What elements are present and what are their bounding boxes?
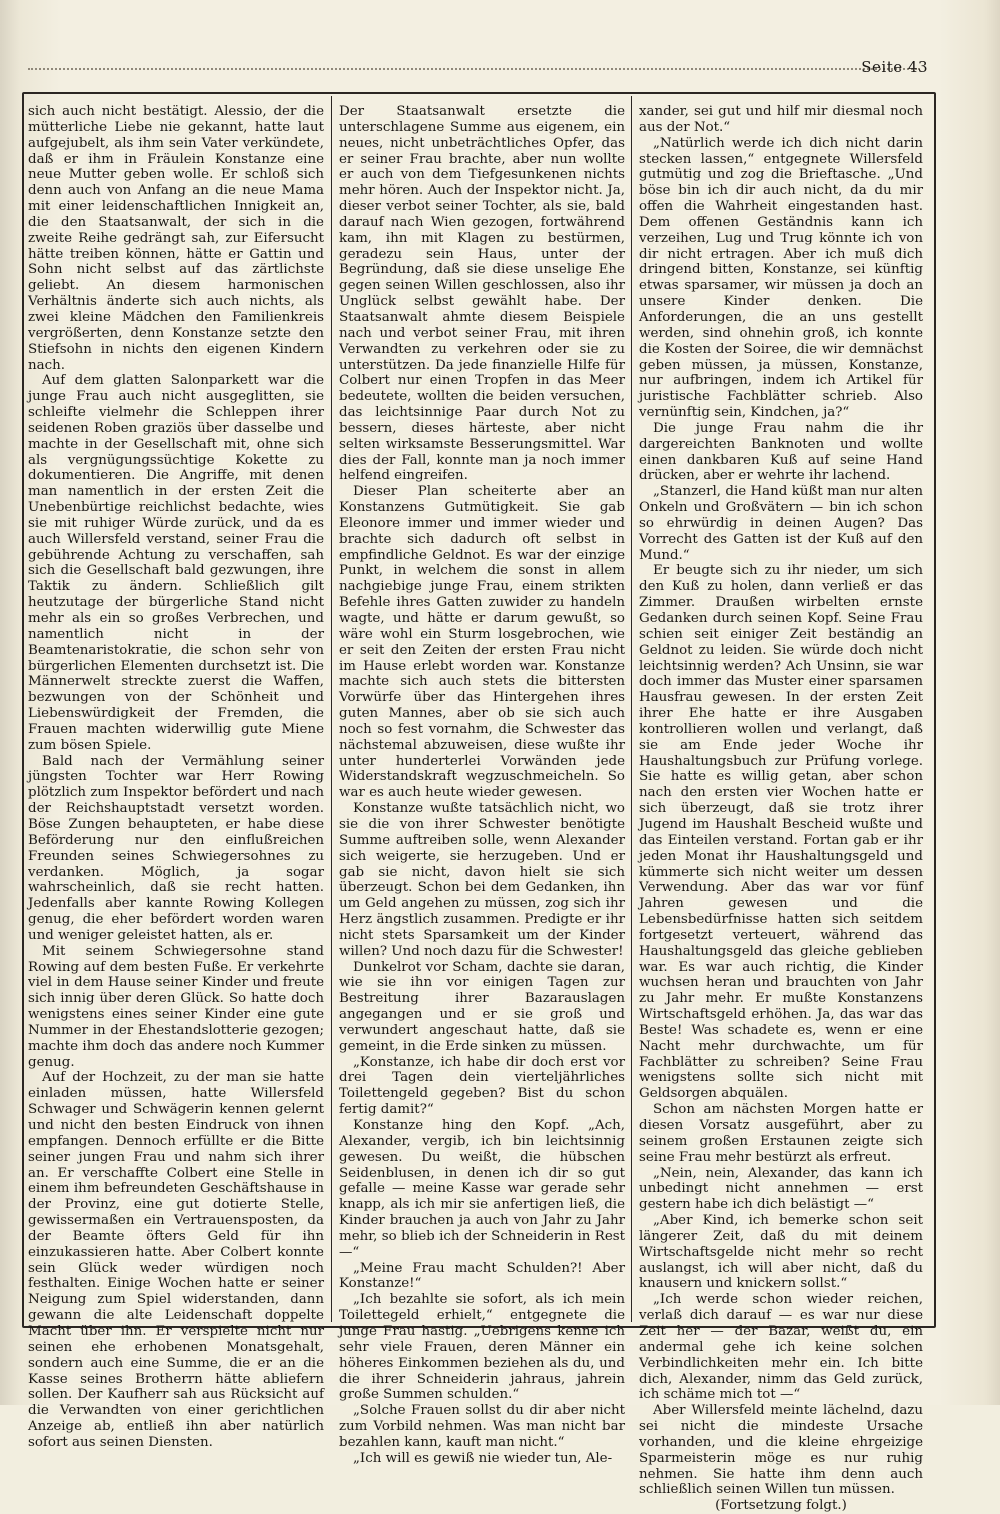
- paragraph: Auf dem glatten Salonparkett war die junge Frau auch nicht ausgeglitten, sie schleifte vielmehr die Schleppen ihrer seidenen Roben graziös über dasselbe und machte in der Gesellschaft mit, ohne sich als vergnügungssüchtige Kokette zu dokumentieren. Die Angriffe, mit denen man namentlich in der ersten Zeit die Unebenbürtige reichlichst bedachte, wies sie mit ruhiger Würde zurück, und da es auch Willersfeld verstand, seiner Frau die gebührende Achtung zu verschaffen, sah sich die Gesellschaft bald gezwungen, ihre Taktik zu ändern. Schließlich gilt heutzutage der bürgerliche Stand nicht mehr als ein so großes Verbrechen, und namentlich nicht in der Beamtenaristokratie, die schon sehr von bürgerlichen Elementen durchsetzt ist. Die Männerwelt streckte zuerst die Waffen, bezwungen von der Schönheit und Liebenswürdigkeit der Fremden, die Frauen machten widerwillig gute Miene zum bösen Spiele.: [28, 373, 324, 753]
- paragraph: „Ich will es gewiß nie wieder tun, Ale-: [353, 1450, 613, 1466]
- paragraph: Auf der Hochzeit, zu der man sie hatte einladen müssen, hatte Willersfeld Schwager und Schwägerin kennen gelernt und nicht den besten Eindruck von ihnen empfangen. Dennoch erfüllte er die Bitte seiner jungen Frau und nahm sich ihrer an. Er verschaffte Colbert eine Stelle in einem ihm befreundeten Geschäftshause in der Provinz, eine gut dotierte Stelle, gewissermaßen ein Vertrauensposten, da der Beamte öfters Geld für ihn einzukassieren hatte. Aber Colbert konnte sein Glück weder würdigen noch festhalten. Einige Wochen hatte er seiner Neigung zum Spiel widerstanden, dann gewann die alte Leidenschaft doppelte Macht über ihn. Er verspielte nicht nur seinen ehe erhobenen Monatsgehalt, sondern auch eine Summe, die er an die Kasse seines Brotherrn hätte abliefern sollen. Der Kaufherr sah aus Rücksicht auf die Verwandten von einer gerichtlichen Anzeige ab, entließ ihn aber natürlich sofort aus seinen Diensten.: [28, 1070, 324, 1450]
- paragraph: xander, sei gut und hilf mir diesmal noch aus der Not.“: [639, 104, 923, 135]
- paragraph: Dunkelrot vor Scham, dachte sie daran, wie sie ihn vor einigen Tagen zur Bestreitung ihrer Bazarauslagen angegangen und er sie groß und verwundert angeschaut hatte, daß sie gemeint, in die Erde sinken zu müssen.: [339, 959, 625, 1054]
- paragraph: Er beugte sich zu ihr nieder, um sich den Kuß zu holen, dann verließ er das Zimmer. Draußen wirbelten ernste Gedanken durch seinen Kopf. Seine Frau schien seit einiger Zeit beständig an Geldnot zu leiden. Sie würde doch nicht leichtsinnig werden? Ach Unsinn, sie war doch immer das Muster einer sparsamen Hausfrau gewesen. In der ersten Zeit ihrer Ehe hatte er ihre Ausgaben kontrollieren wollen und verlangt, daß sie am Ende jeder Woche ihr Haushaltungsbuch zur Prüfung vorlege. Sie hatte es willig getan, aber schon nach den ersten vier Wochen hatte er sich überzeugt, daß sie trotz ihrer Jugend im Haushalt Bescheid wußte und das Einteilen verstand. Fortan gab er ihr jeden Monat ihr Haushaltungsgeld und kümmerte sich nicht weiter um dessen Verwendung. Aber das war vor fünf Jahren gewesen und die Lebensbedürfnisse hatten sich seitdem fortgesetzt verteuert, während das Haushaltungsgeld das gleiche geblieben war. Es war auch richtig, die Kinder wuchsen heran und brauchten von Jahr zu Jahr mehr. Er mußte Konstanzens Wirtschaftsgeld erhöhen. Ja, das war das Beste! Was schadete es, wenn er eine Nacht mehr durchwachte, um für Fachblätter zu schreiben? Seine Frau wenigstens sollte sich nicht mit Geldsorgen abquälen.: [639, 563, 923, 1102]
- paragraph: Mit seinem Schwiegersohne stand Rowing auf dem besten Fuße. Er verkehrte viel in dem Hause seiner Kinder und freute sich innig über deren Glück. So hatte doch wenigstens eines seiner Kinder eine gute Nummer in der Ehestandslotterie gezogen; machte ihm doch das andere noch Kummer genug.: [28, 943, 324, 1070]
- paragraph: Dieser Plan scheiterte aber an Konstanzens Gutmütigkeit. Sie gab Eleonore immer und immer wieder und brachte sich dadurch oft selbst in empfindliche Geldnot. Es war der einzige Punkt, in welchem die sonst in allem nachgiebige junge Frau, einem strikten Befehle ihres Gatten zuwider zu handeln wagte, und hätte er darum gewußt, so wäre wohl ein Sturm losgebrochen, wie er seit den Zeiten der ersten Frau nicht im Hause erlebt worden war. Konstanze machte sich auch stets die bittersten Vorwürfe über das Hintergehen ihres guten Mannes, aber ob sie sich auch noch so fest vornahm, die Schwester das nächstemal abzuweisen, diese wußte ihr unter hunderterlei Vorwänden jede Widerstandskraft wegzuschmeicheln. So war es auch heute wieder gewesen.: [339, 484, 625, 801]
- text-column-3: [639, 104, 923, 1514]
- paragraph: Der Staatsanwalt ersetzte die unterschlagene Summe aus eigenem, ein neues, nicht unbeträchtliches Opfer, das er seiner Frau brachte, aber nun wollte er auch von dem Tiefgesunkenen nichts mehr hören. Auch der Inspektor nicht. Ja, dieser verbot seiner Tochter, als sie, bald darauf nach Wien gezogen, fortwährend kam, ihn mit Klagen zu bestürmen, geradezu sein Haus, unter der Begründung, daß sie diese unselige Ehe gegen seinen Willen geschlossen, also ihr Unglück selbst gewählt habe. Der Staatsanwalt ahmte diesem Beispiele nach und verbot seiner Frau, mit ihren Verwandten zu verkehren oder sie zu unterstützen. Da jede finanzielle Hilfe für Colbert nur einen Tropfen in das Meer bedeutete, wollten die beiden versuchen, das leichtsinnige Paar durch Not zu bessern, dieses härteste, aber nicht selten wirksamste Besserungsmittel. War dies der Fall, konnte man ja noch immer helfend eingreifen.: [339, 104, 625, 484]
- paragraph: „Ich werde schon wieder reichen, verlaß dich darauf — es war nur diese Zeit her — der Bazar, weißt du, ein andermal gehe ich keine solchen Verbindlichkeiten mehr ein. Ich bitte dich, Alexander, nimm das Geld zurück, ich schäme mich tot —“: [639, 1292, 923, 1403]
- continuation-note: (Fortsetzung folgt.): [715, 1498, 847, 1514]
- paragraph: Konstanze hing den Kopf. „Ach, Alexander, vergib, ich bin leichtsinnig gewesen. Du weißt, die hübschen Seidenblusen, in denen ich dir so gut gefalle — meine Kasse war gerade sehr knapp, als ich mir sie anfertigen ließ, die Kinder brauchen ja auch von Jahr zu Jahr mehr, so blieb ich der Schneiderin in Rest —“: [339, 1118, 625, 1260]
- paragraph: „Ich bezahlte sie sofort, als ich mein Toilettegeld erhielt,“ entgegnete die junge Frau hastig. „Uebrigens kenne ich sehr viele Frauen, deren Männer ein höheres Einkommen beziehen als du, und die ihrer Schneiderin jahraus, jahrein große Summen schulden.“: [339, 1292, 625, 1403]
- text-column-2: [339, 104, 625, 1466]
- paragraph: Bald nach der Vermählung seiner jüngsten Tochter war Herr Rowing plötzlich zum Inspektor befördert und nach der Reichshauptstadt versetzt worden. Böse Zungen behaupteten, er habe diese Beförderung nur den einflußreichen Freunden seines Schwiegersohnes zu verdanken. Möglich, ja sogar wahrscheinlich, daß sie recht hatten. Jedenfalls aber kannte Rowing Kollegen genug, die eher befördert worden waren und weniger geleistet hatten, als er.: [28, 753, 324, 943]
- column-divider: [631, 96, 632, 1322]
- paragraph: „Konstanze, ich habe dir doch erst vor drei Tagen dein vierteljährliches Toilettengeld gegeben? Bist du schon fertig damit?“: [339, 1054, 625, 1118]
- paragraph: „Aber Kind, ich bemerke schon seit längerer Zeit, daß du mit deinem Wirtschaftsgelde nicht mehr so recht auslangst, ich will aber nicht, daß du knausern und knickern sollst.“: [639, 1213, 923, 1292]
- paragraph: Die junge Frau nahm die ihr dargereichten Banknoten und wollte einen dankbaren Kuß auf seine Hand drücken, aber er wehrte ihr lachend.: [639, 420, 923, 484]
- paragraph: Konstanze wußte tatsächlich nicht, wo sie die von ihrer Schwester benötigte Summe auftreiben solle, wenn Alexander sich weigerte, sie herzugeben. Und er gab sie nicht, davon hielt sie sich überzeugt. Schon bei dem Gedanken, ihn um Geld angehen zu müssen, zog sich ihr Herz ängstlich zusammen. Predigte er ihr nicht stets Sparsamkeit um der Kinder willen? Und noch dazu für die Schwester!: [339, 801, 625, 959]
- text-column-1: [28, 104, 324, 1450]
- paragraph: „Meine Frau macht Schulden?! Aber Konstanze!“: [339, 1260, 625, 1292]
- paragraph: sich auch nicht bestätigt. Alessio, der die mütterliche Liebe nie gekannt, hatte laut aufgejubelt, als ihm sein Vater verkündete, daß er ihm in Fräulein Konstanze eine neue Mutter geben wolle. Er schloß sich denn auch von Anfang an die neue Mama mit einer leidenschaftlichen Innigkeit an, die den Staatsanwalt, der sich in die zweite Reihe gedrängt sah, zur Eifersucht hätte treiben können, hätte er Gattin und Sohn nicht selbst auf das zärtlichste geliebt. An diesem harmonischen Verhältnis änderte sich auch nichts, als zwei kleine Mädchen den Familienkreis vergrößerten, denn Konstanze setzte den Stiefsohn in nichts den eigenen Kindern nach.: [28, 104, 324, 373]
- paragraph: „Solche Frauen sollst du dir aber nicht zum Vorbild nehmen. Was man nicht bar bezahlen kann, kauft man nicht.“: [339, 1403, 625, 1450]
- paragraph: „Nein, nein, Alexander, das kann ich unbedingt nicht annehmen — erst gestern habe ich dich belästigt —“: [639, 1165, 923, 1213]
- page-number: Seite 43: [861, 58, 928, 76]
- column-divider: [331, 96, 332, 1322]
- paragraph: Schon am nächsten Morgen hatte er diesen Vorsatz ausgeführt, aber zu seinem großen Erstaunen zeigte sich seine Frau mehr bestürzt als erfreut.: [639, 1102, 923, 1165]
- header-rule: [28, 68, 920, 76]
- paragraph: „Stanzerl, die Hand küßt man nur alten Onkeln und Großvätern — bin ich schon so ehrwürdig in deinen Augen? Das Vorrecht des Gatten ist der Kuß auf den Mund.“: [639, 484, 923, 563]
- paragraph: Aber Willersfeld meinte lächelnd, dazu sei nicht die mindeste Ursache vorhanden, und die kleine ehrgeizige Sparmeisterin möge es nur ruhig nehmen. Sie hatte ihm denn auch schließlich seinen Willen tun müssen.: [639, 1403, 923, 1498]
- paragraph: „Natürlich werde ich dich nicht darin stecken lassen,“ entgegnete Willersfeld gutmütig und zog die Brieftasche. „Und böse bin ich dir auch nicht, da du mir offen die Wahrheit eingestanden hast. Dem offenen Geständnis kann ich verzeihen, Lug und Trug könnte ich von dir nicht ertragen. Aber ich muß dich dringend bitten, Konstanze, sei künftig etwas sparsamer, wir müssen ja doch an unsere Kinder denken. Die Anforderungen, die an uns gestellt werden, sind ohnehin groß, ich konnte die Kosten der Soiree, die wir demnächst geben müssen, ja müssen, Konstanze, nur aufbringen, indem ich Artikel für juristische Fachblätter schrieb. Also vernünftig sein, Kindchen, ja?“: [639, 135, 923, 421]
